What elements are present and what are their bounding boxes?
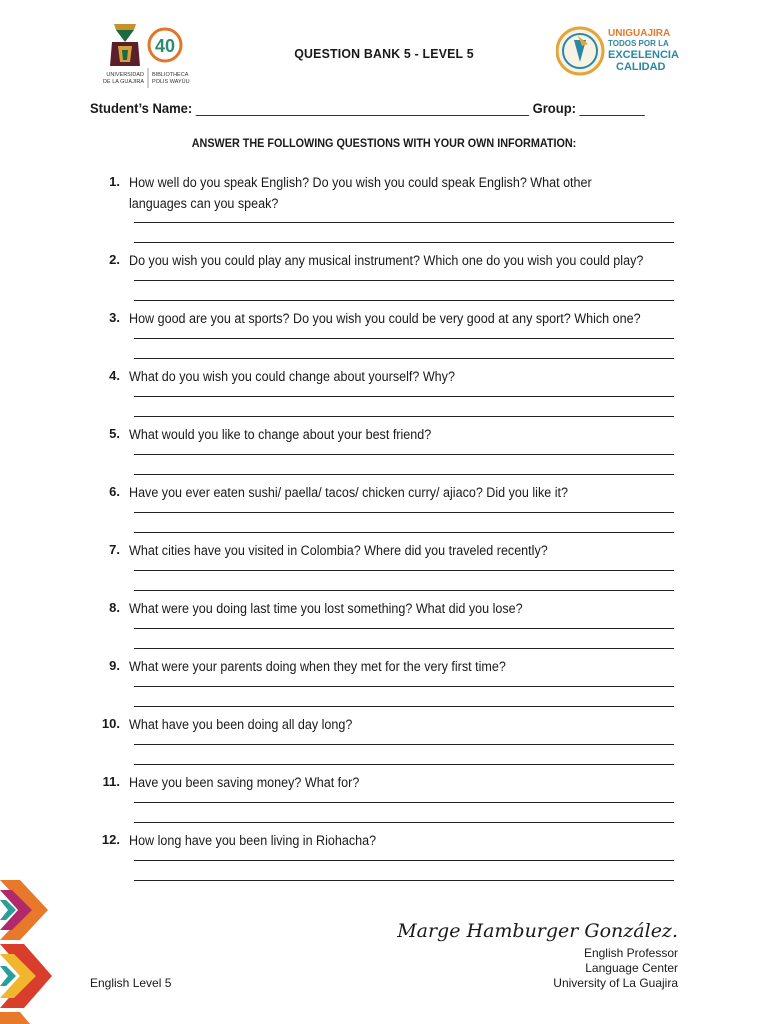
answer-line[interactable]: [134, 628, 674, 629]
footer-course-label: English Level 5: [90, 976, 172, 990]
answer-line[interactable]: [134, 242, 674, 243]
question-number: 8.: [109, 600, 120, 615]
answer-line[interactable]: [134, 686, 674, 687]
question-number: 3.: [109, 310, 120, 325]
group-label: Group:: [532, 100, 576, 116]
instructions-heading: ANSWER THE FOLLOWING QUESTIONS WITH YOUR OWN INFORMATION:: [191, 138, 577, 150]
answer-line[interactable]: [134, 802, 674, 803]
student-name-label: Student’s Name:: [90, 100, 193, 116]
svg-text:EXCELENCIA: EXCELENCIA: [608, 49, 679, 61]
question-text: What cities have you visited in Colombia? Where did you traveled recently?: [129, 543, 548, 558]
question-text: What were you doing last time you lost something? What did you lose?: [129, 601, 523, 616]
emblem-icon: [557, 28, 603, 74]
question-number: 6.: [109, 484, 120, 499]
question-number: 10.: [101, 716, 120, 731]
teacher-signature: Marge Hamburger González.: [397, 920, 678, 942]
answer-line[interactable]: [134, 822, 674, 823]
svg-text:40: 40: [154, 36, 176, 56]
svg-text:BIBLIOTHECA: BIBLIOTHECA: [152, 72, 189, 78]
answer-line[interactable]: [134, 338, 674, 339]
question-text: Have you been saving money? What for?: [129, 775, 360, 790]
question-text: What were your parents doing when they met for the very first time?: [129, 659, 506, 674]
answer-line[interactable]: [134, 396, 674, 397]
svg-text:TODOS POR LA: TODOS POR LA: [608, 39, 669, 48]
question-number: 2.: [109, 252, 120, 267]
answer-line[interactable]: [134, 454, 674, 455]
group-field[interactable]: _________: [579, 100, 645, 116]
question-text: Do you wish you could play any musical instrument? Which one do you wish you could play?: [129, 253, 644, 268]
question-number: 1.: [109, 174, 120, 189]
question-number: 12.: [101, 832, 120, 847]
question-text-line: languages can you speak?: [129, 196, 279, 211]
answer-line[interactable]: [134, 764, 674, 765]
question-text: What would you like to change about your best friend?: [129, 427, 432, 442]
svg-text:POLIS WAYÚU: POLIS WAYÚU: [152, 79, 190, 85]
teacher-institution: University of La Guajira: [553, 976, 678, 990]
svg-text:CALIDAD: CALIDAD: [616, 61, 666, 73]
question-text: [129, 172, 650, 214]
question-number: 4.: [109, 368, 120, 383]
answer-line[interactable]: [134, 590, 674, 591]
answer-line[interactable]: [134, 648, 674, 649]
teacher-department: Language Center: [585, 961, 678, 975]
answer-line[interactable]: [134, 532, 674, 533]
svg-text:UNIVERSIDAD: UNIVERSIDAD: [106, 72, 144, 78]
question-text: How long have you been living in Riohacha?: [129, 833, 377, 848]
answer-line[interactable]: [134, 416, 674, 417]
teacher-role: English Professor: [583, 946, 678, 960]
svg-text:DE LA GUAJIRA: DE LA GUAJIRA: [103, 79, 144, 85]
svg-text:UNIGUAJIRA: UNIGUAJIRA: [608, 28, 671, 39]
question-number: 7.: [109, 542, 120, 557]
answer-line[interactable]: [134, 880, 674, 881]
student-name-field[interactable]: ______________________________________________: [195, 100, 529, 116]
answer-line[interactable]: [134, 358, 674, 359]
answer-line[interactable]: [134, 706, 674, 707]
answer-line[interactable]: [134, 280, 674, 281]
question-number: 11.: [102, 774, 120, 789]
answer-line[interactable]: [134, 474, 674, 475]
question-text: How good are you at sports? Do you wish you could be very good at any sport? Which one?: [129, 311, 641, 326]
answer-line[interactable]: [134, 512, 674, 513]
answer-line[interactable]: [134, 300, 674, 301]
question-number: 9.: [109, 658, 120, 673]
question-text: Have you ever eaten sushi/ paella/ tacos/ chicken curry/ ajiaco? Did you like it?: [129, 485, 568, 500]
question-number: 5.: [109, 426, 120, 441]
question-text: What have you been doing all day long?: [129, 717, 353, 732]
page-title: QUESTION BANK 5 - LEVEL 5: [294, 46, 474, 61]
question-text: What do you wish you could change about yourself? Why?: [129, 369, 455, 384]
question-text-line: How well do you speak English? Do you wish you could speak English? What other: [129, 175, 592, 190]
answer-line[interactable]: [134, 570, 674, 571]
student-info-row: [90, 100, 645, 116]
uniguajira-excellence-logo: [556, 22, 686, 80]
answer-line[interactable]: [134, 222, 674, 223]
answer-line[interactable]: [134, 860, 674, 861]
answer-line[interactable]: [134, 744, 674, 745]
decorative-pattern: [0, 880, 64, 1024]
